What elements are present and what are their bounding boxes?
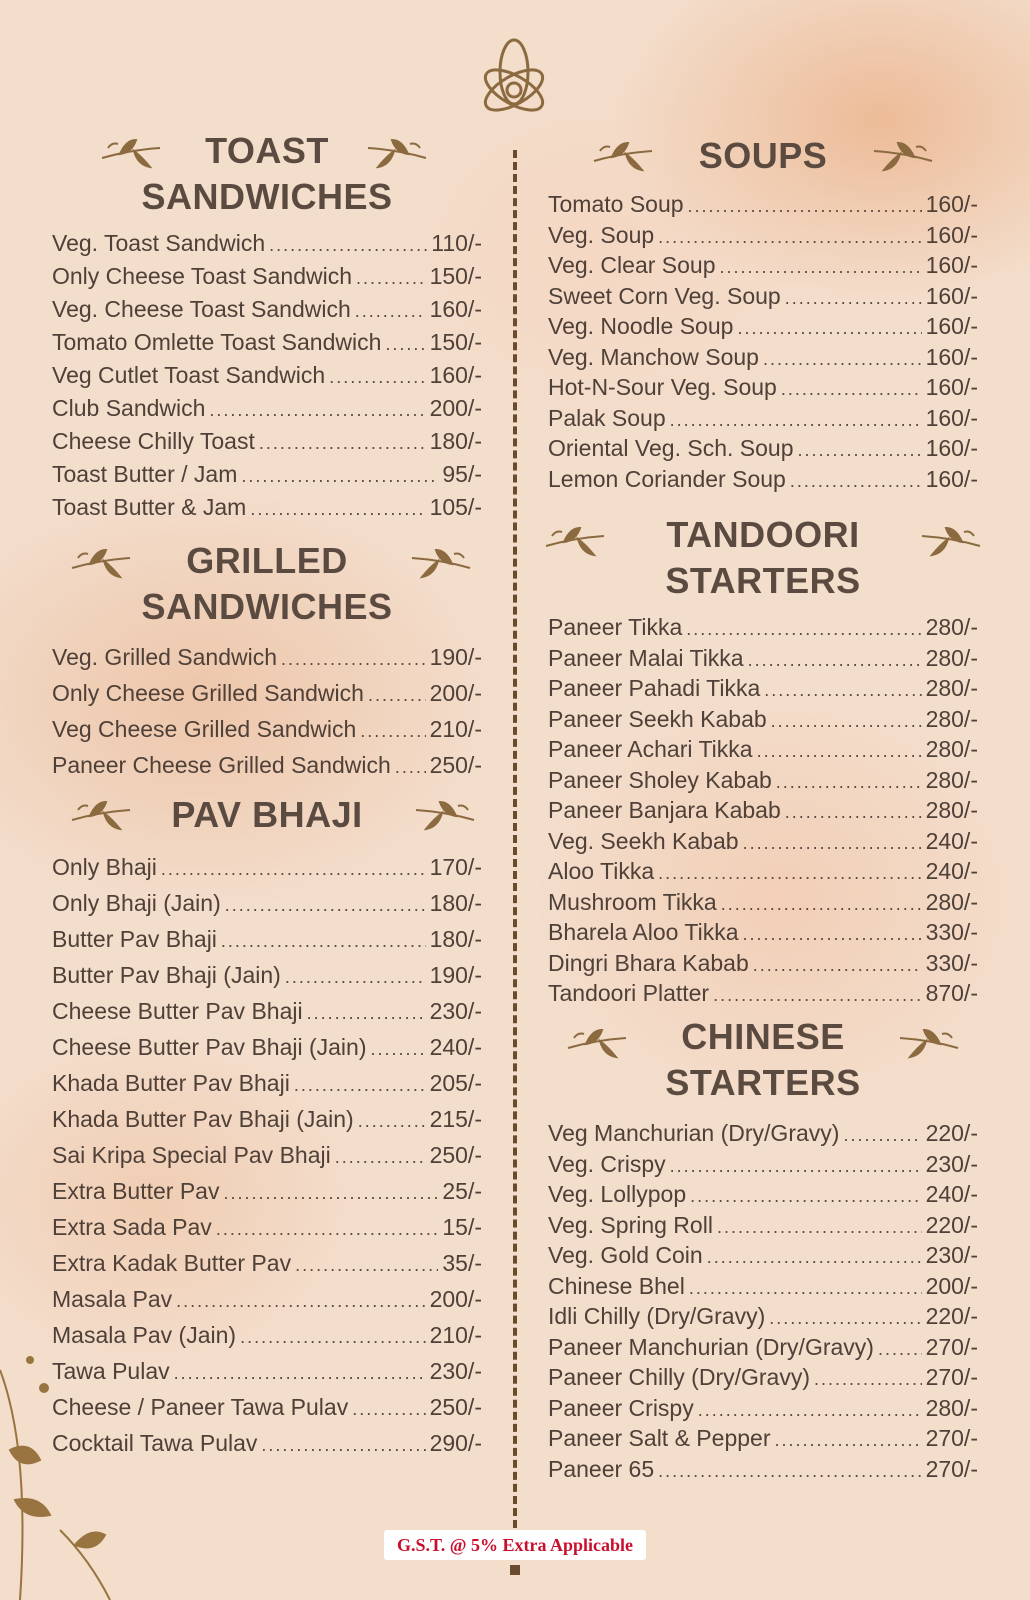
leaf-sprig-icon [870, 139, 934, 173]
menu-item-name: Paneer Seekh Kabab [548, 705, 767, 732]
menu-item-name: Veg. Cheese Toast Sandwich [52, 296, 351, 322]
menu-item-price: 220/- [925, 1303, 978, 1329]
menu-item-name: Cheese / Paneer Tawa Pulav [52, 1394, 349, 1420]
section-title-line1: PAV BHAJI [171, 794, 363, 835]
menu-item [52, 890, 482, 926]
dot-leader [176, 1291, 425, 1312]
dot-leader [776, 772, 922, 793]
menu-item-price: 15/- [442, 1214, 482, 1240]
menu-item [548, 222, 978, 253]
menu-item-name: Veg Manchurian (Dry/Gravy) [548, 1120, 840, 1146]
dot-leader [764, 680, 921, 701]
menu-item [548, 1303, 978, 1334]
section-title-line2: STARTERS [665, 1062, 861, 1103]
dot-leader [395, 757, 426, 778]
dot-leader [737, 318, 921, 339]
menu-item [548, 283, 978, 314]
dot-leader [707, 1247, 922, 1268]
section-toast-sandwiches [52, 128, 482, 527]
menu-item-name: Veg. Soup [548, 221, 655, 248]
menu-item-price: 35/- [442, 1250, 482, 1276]
menu-item-price: 280/- [925, 644, 978, 671]
dot-leader [698, 1400, 922, 1421]
dot-leader [748, 650, 922, 671]
menu-item-name: Only Bhaji [52, 854, 157, 880]
menu-item-name: Sweet Corn Veg. Soup [548, 282, 781, 309]
menu-item-price: 330/- [925, 919, 978, 945]
section-title-line1: TANDOORI [666, 514, 860, 555]
dot-leader [658, 227, 921, 248]
dot-leader [174, 1363, 426, 1384]
menu-item-name: Palak Soup [548, 404, 666, 431]
menu-item-name: Veg. Grilled Sandwich [52, 644, 278, 670]
menu-item [548, 1364, 978, 1395]
menu-item-price: 270/- [925, 1333, 978, 1360]
dot-leader [717, 1217, 922, 1238]
leaf-sprig-icon [566, 1026, 630, 1060]
dot-leader [771, 711, 922, 732]
menu-item-name: Cheese Butter Pav Bhaji [52, 998, 303, 1024]
dot-leader [720, 257, 922, 278]
menu-item-price: 210/- [429, 1322, 482, 1348]
dot-leader [686, 619, 921, 640]
menu-list [548, 614, 978, 1011]
menu-item-price: 230/- [925, 1242, 978, 1268]
menu-item-price: 280/- [925, 888, 978, 915]
dot-leader [250, 499, 425, 520]
menu-item-name: Veg. Gold Coin [548, 1242, 703, 1268]
menu-item-price: 280/- [925, 705, 978, 732]
menu-item [52, 230, 482, 263]
menu-item [52, 461, 482, 494]
menu-item-name: Mushroom Tikka [548, 888, 717, 915]
menu-item-price: 240/- [925, 1181, 978, 1207]
dot-leader [798, 440, 922, 461]
menu-item-price: 25/- [442, 1178, 482, 1204]
dot-leader [355, 301, 426, 322]
leaf-sprig-icon [408, 546, 472, 580]
section-title-line1: GRILLED [186, 540, 348, 581]
dot-leader [757, 741, 922, 762]
dot-leader [690, 1186, 921, 1207]
menu-item-name: Sai Kripa Special Pav Bhaji [52, 1142, 331, 1168]
menu-item [548, 405, 978, 436]
menu-item-name: Veg. Toast Sandwich [52, 230, 266, 256]
menu-item-name: Lemon Coriander Soup [548, 465, 786, 492]
menu-item-name: Butter Pav Bhaji [52, 926, 217, 952]
menu-item-name: Veg Cutlet Toast Sandwich [52, 362, 326, 388]
menu-item [52, 1142, 482, 1178]
menu-item-name: Dingri Bhara Kabab [548, 949, 749, 976]
dot-leader [689, 1278, 922, 1299]
menu-item [52, 1214, 482, 1250]
section-heading [548, 1014, 978, 1106]
menu-item-name: Veg. Clear Soup [548, 252, 716, 278]
menu-item [52, 998, 482, 1034]
dot-leader [356, 268, 426, 289]
menu-item-name: Tomato Omlette Toast Sandwich [52, 329, 382, 355]
dot-leader [285, 967, 426, 988]
menu-item-price: 240/- [925, 827, 978, 854]
menu-item [52, 1250, 482, 1286]
section-title-line2: SANDWICHES [141, 586, 393, 627]
menu-item [52, 752, 482, 788]
menu-item-name: Chinese Bhel [548, 1272, 685, 1299]
dot-leader [790, 471, 922, 492]
menu-item-price: 160/- [429, 362, 482, 388]
section-tandoori-starters [548, 512, 978, 1011]
menu-item-price: 190/- [429, 644, 482, 670]
section-chinese-starters [548, 1014, 978, 1486]
dot-leader [209, 400, 425, 421]
menu-item [52, 395, 482, 428]
menu-item-price: 870/- [925, 980, 978, 1006]
dot-leader [769, 1308, 921, 1329]
menu-item-name: Butter Pav Bhaji (Jain) [52, 962, 281, 988]
section-soups [548, 133, 978, 496]
section-heading [52, 792, 482, 838]
dot-leader [161, 859, 426, 880]
menu-item-name: Aloo Tikka [548, 858, 655, 884]
menu-item-price: 330/- [925, 949, 978, 976]
menu-item-name: Paneer Salt & Pepper [548, 1425, 771, 1451]
menu-item-price: 240/- [925, 858, 978, 884]
menu-item-price: 290/- [429, 1430, 482, 1456]
menu-item [52, 263, 482, 296]
menu-item-price: 220/- [925, 1120, 978, 1146]
dot-leader [743, 833, 922, 854]
divider-end-dot [510, 1565, 520, 1575]
menu-list [548, 1120, 978, 1486]
menu-item-price: 160/- [925, 465, 978, 492]
center-divider [513, 150, 517, 1540]
menu-item-price: 160/- [925, 221, 978, 248]
menu-item-price: 160/- [925, 374, 978, 400]
menu-list [52, 230, 482, 527]
menu-item-name: Paneer Manchurian (Dry/Gravy) [548, 1333, 874, 1360]
menu-item-name: Khada Butter Pav Bhaji [52, 1070, 290, 1096]
menu-item-price: 160/- [925, 252, 978, 278]
menu-item-name: Cheese Chilly Toast [52, 428, 255, 454]
menu-item-price: 160/- [925, 343, 978, 370]
section-title-line2: SANDWICHES [141, 176, 393, 217]
menu-item [548, 858, 978, 889]
menu-item [548, 1181, 978, 1212]
menu-item [52, 680, 482, 716]
menu-item-name: Masala Pav (Jain) [52, 1322, 237, 1348]
menu-item [52, 1034, 482, 1070]
menu-item-name: Veg Cheese Grilled Sandwich [52, 716, 357, 742]
menu-item [52, 962, 482, 998]
menu-item [548, 767, 978, 798]
menu-item-name: Hot-N-Sour Veg. Soup [548, 374, 777, 400]
menu-item-name: Masala Pav [52, 1286, 173, 1312]
menu-item-price: 200/- [429, 680, 482, 706]
menu-item-name: Veg. Manchow Soup [548, 343, 759, 370]
menu-item-price: 160/- [925, 313, 978, 339]
menu-item-name: Veg. Seekh Kabab [548, 827, 739, 854]
menu-item [52, 1178, 482, 1214]
menu-item [548, 828, 978, 859]
menu-item-price: 210/- [429, 716, 482, 742]
menu-item-name: Only Cheese Toast Sandwich [52, 263, 353, 289]
menu-item [52, 926, 482, 962]
menu-item [548, 1425, 978, 1456]
section-heading [52, 538, 482, 630]
menu-item [52, 716, 482, 752]
menu-item [548, 736, 978, 767]
dot-leader [670, 410, 922, 431]
leaf-sprig-icon [100, 136, 164, 170]
menu-item [52, 428, 482, 461]
dot-leader [307, 1003, 426, 1024]
menu-item-price: 180/- [429, 926, 482, 952]
menu-item-price: 270/- [925, 1425, 978, 1451]
menu-item [548, 1334, 978, 1365]
section-heading [548, 133, 978, 179]
dot-leader [785, 802, 922, 823]
menu-item-name: Paneer Chilly (Dry/Gravy) [548, 1364, 810, 1390]
menu-item [548, 919, 978, 950]
menu-item-price: 200/- [429, 1286, 482, 1312]
menu-item [548, 1120, 978, 1151]
menu-item-name: Tomato Soup [548, 191, 684, 217]
section-heading [52, 128, 482, 220]
section-title-line2: STARTERS [665, 560, 861, 601]
dot-leader [294, 1075, 426, 1096]
menu-item-price: 190/- [429, 962, 482, 988]
menu-item-price: 270/- [925, 1455, 978, 1482]
dot-leader [763, 349, 922, 370]
menu-item [548, 1273, 978, 1304]
dot-leader [259, 433, 426, 454]
menu-item-name: Toast Butter & Jam [52, 494, 247, 520]
menu-item-price: 180/- [429, 428, 482, 454]
menu-item-price: 280/- [925, 614, 978, 640]
menu-item-price: 250/- [429, 1142, 482, 1168]
menu-item-price: 160/- [925, 435, 978, 461]
menu-item-name: Cocktail Tawa Pulav [52, 1430, 258, 1456]
dot-leader [721, 894, 922, 915]
menu-item-name: Oriental Veg. Sch. Soup [548, 435, 794, 461]
dot-leader [843, 1125, 921, 1146]
menu-item-price: 200/- [429, 395, 482, 421]
menu-item-price: 240/- [429, 1034, 482, 1060]
menu-item-price: 150/- [429, 329, 482, 355]
menu-item [52, 494, 482, 527]
menu-item-name: Veg. Spring Roll [548, 1211, 713, 1238]
menu-item-name: Paneer Sholey Kabab [548, 766, 772, 793]
menu-item-price: 160/- [429, 296, 482, 322]
menu-item-price: 160/- [925, 191, 978, 217]
menu-item [52, 1070, 482, 1106]
menu-item-name: Veg. Lollypop [548, 1181, 687, 1207]
menu-item [548, 1242, 978, 1273]
menu-item [548, 313, 978, 344]
menu-item-price: 230/- [429, 998, 482, 1024]
menu-item [548, 706, 978, 737]
menu-item-price: 250/- [429, 752, 482, 778]
menu-item [548, 675, 978, 706]
menu-item [548, 980, 978, 1011]
dot-leader [269, 235, 427, 256]
dot-leader [352, 1399, 425, 1420]
menu-item-name: Veg. Crispy [548, 1150, 666, 1177]
menu-item-price: 170/- [429, 854, 482, 880]
menu-item [548, 191, 978, 222]
dot-leader [713, 985, 921, 1006]
menu-item-price: 215/- [429, 1106, 482, 1132]
menu-item-name: Veg. Noodle Soup [548, 313, 734, 339]
menu-item [548, 435, 978, 466]
dot-leader [753, 955, 922, 976]
menu-item-price: 280/- [925, 797, 978, 823]
leaf-sprig-icon [412, 798, 476, 832]
dot-leader [225, 895, 426, 916]
menu-item-name: Tawa Pulav [52, 1358, 170, 1384]
menu-item [52, 362, 482, 395]
menu-item-name: Paneer 65 [548, 1455, 655, 1482]
menu-item-price: 105/- [429, 494, 482, 520]
dot-leader [814, 1369, 922, 1390]
menu-item [52, 854, 482, 890]
dot-leader [261, 1435, 425, 1456]
menu-item-name: Paneer Tikka [548, 614, 683, 640]
section-grilled-sandwiches [52, 538, 482, 788]
gst-notice: G.S.T. @ 5% Extra Applicable [384, 1530, 646, 1560]
menu-item-price: 95/- [442, 461, 482, 487]
dot-leader [774, 1430, 921, 1451]
menu-item-price: 280/- [925, 1394, 978, 1421]
menu-item-name: Idli Chilly (Dry/Gravy) [548, 1303, 766, 1329]
menu-item-price: 280/- [925, 736, 978, 762]
menu-item-name: Only Cheese Grilled Sandwich [52, 680, 364, 706]
menu-item-name: Paneer Malai Tikka [548, 644, 744, 671]
menu-item [548, 797, 978, 828]
dot-leader [688, 196, 922, 217]
dot-leader [281, 649, 426, 670]
menu-item-name: Paneer Crispy [548, 1394, 694, 1421]
section-title-line1: CHINESE [681, 1016, 845, 1057]
menu-item [548, 252, 978, 283]
menu-item [548, 344, 978, 375]
dot-leader [371, 1039, 426, 1060]
leaf-sprig-icon [364, 136, 428, 170]
menu-item [548, 1212, 978, 1243]
menu-item-price: 200/- [925, 1272, 978, 1299]
dot-leader [241, 466, 438, 487]
menu-item [548, 614, 978, 645]
menu-item-price: 220/- [925, 1211, 978, 1238]
menu-item [548, 950, 978, 981]
dot-leader [295, 1255, 438, 1276]
menu-item-name: Toast Butter / Jam [52, 461, 238, 487]
section-title-line1: SOUPS [698, 135, 828, 176]
menu-item-name: Extra Sada Pav [52, 1214, 212, 1240]
menu-item-price: 270/- [925, 1364, 978, 1390]
menu-item [52, 1106, 482, 1142]
dot-leader [329, 367, 425, 388]
menu-item-price: 250/- [429, 1394, 482, 1420]
menu-item-name: Paneer Pahadi Tikka [548, 675, 761, 701]
leaf-sprig-icon [918, 524, 982, 558]
dot-leader [385, 334, 425, 355]
menu-item [52, 296, 482, 329]
menu-item-price: 150/- [429, 263, 482, 289]
dot-leader [785, 288, 922, 309]
menu-item [548, 645, 978, 676]
menu-item-name: Paneer Achari Tikka [548, 736, 753, 762]
dot-leader [335, 1147, 426, 1168]
menu-item-price: 160/- [925, 404, 978, 431]
menu-item [548, 374, 978, 405]
dot-leader [781, 379, 922, 400]
dot-leader [240, 1327, 425, 1348]
menu-item-price: 160/- [925, 282, 978, 309]
menu-item-price: 110/- [431, 230, 482, 256]
menu-item [548, 1151, 978, 1182]
menu-item-price: 230/- [925, 1150, 978, 1177]
menu-item-price: 230/- [429, 1358, 482, 1384]
menu-item [52, 329, 482, 362]
dot-leader [360, 721, 425, 742]
dot-leader [670, 1156, 922, 1177]
menu-item-name: Paneer Banjara Kabab [548, 797, 781, 823]
corner-floral-decoration-icon [0, 1330, 140, 1600]
dot-leader [743, 924, 922, 945]
dot-leader [221, 931, 426, 952]
menu-item-name: Extra Kadak Butter Pav [52, 1250, 292, 1276]
menu-item-name: Tandoori Platter [548, 980, 710, 1006]
menu-item-name: Cheese Butter Pav Bhaji (Jain) [52, 1034, 367, 1060]
menu-item-price: 280/- [925, 675, 978, 701]
menu-list [548, 191, 978, 496]
menu-item [52, 1286, 482, 1322]
menu-item-name: Club Sandwich [52, 395, 206, 421]
menu-item [548, 1395, 978, 1426]
menu-item-name: Paneer Cheese Grilled Sandwich [52, 752, 391, 778]
leaf-sprig-icon [544, 524, 608, 558]
menu-item-name: Bharela Aloo Tikka [548, 919, 739, 945]
menu-item [548, 1456, 978, 1487]
leaf-sprig-icon [70, 798, 134, 832]
dot-leader [878, 1339, 922, 1360]
menu-item-price: 280/- [925, 766, 978, 793]
leaf-sprig-icon [70, 546, 134, 580]
menu-item [548, 466, 978, 497]
dot-leader [216, 1219, 439, 1240]
dot-leader [658, 1461, 921, 1482]
leaf-sprig-icon [592, 139, 656, 173]
section-title-line1: TOAST [205, 130, 329, 171]
menu-item [52, 644, 482, 680]
menu-list [52, 644, 482, 788]
leaf-sprig-icon [896, 1026, 960, 1060]
menu-item-name: Khada Butter Pav Bhaji (Jain) [52, 1106, 354, 1132]
menu-item [548, 889, 978, 920]
menu-item-price: 180/- [429, 890, 482, 916]
menu-item-price: 205/- [429, 1070, 482, 1096]
dot-leader [368, 685, 426, 706]
dot-leader [223, 1183, 438, 1204]
section-heading [548, 512, 978, 604]
dot-leader [358, 1111, 426, 1132]
dot-leader [658, 863, 921, 884]
menu-item-name: Only Bhaji (Jain) [52, 890, 221, 916]
menu-item-name: Extra Butter Pav [52, 1178, 220, 1204]
